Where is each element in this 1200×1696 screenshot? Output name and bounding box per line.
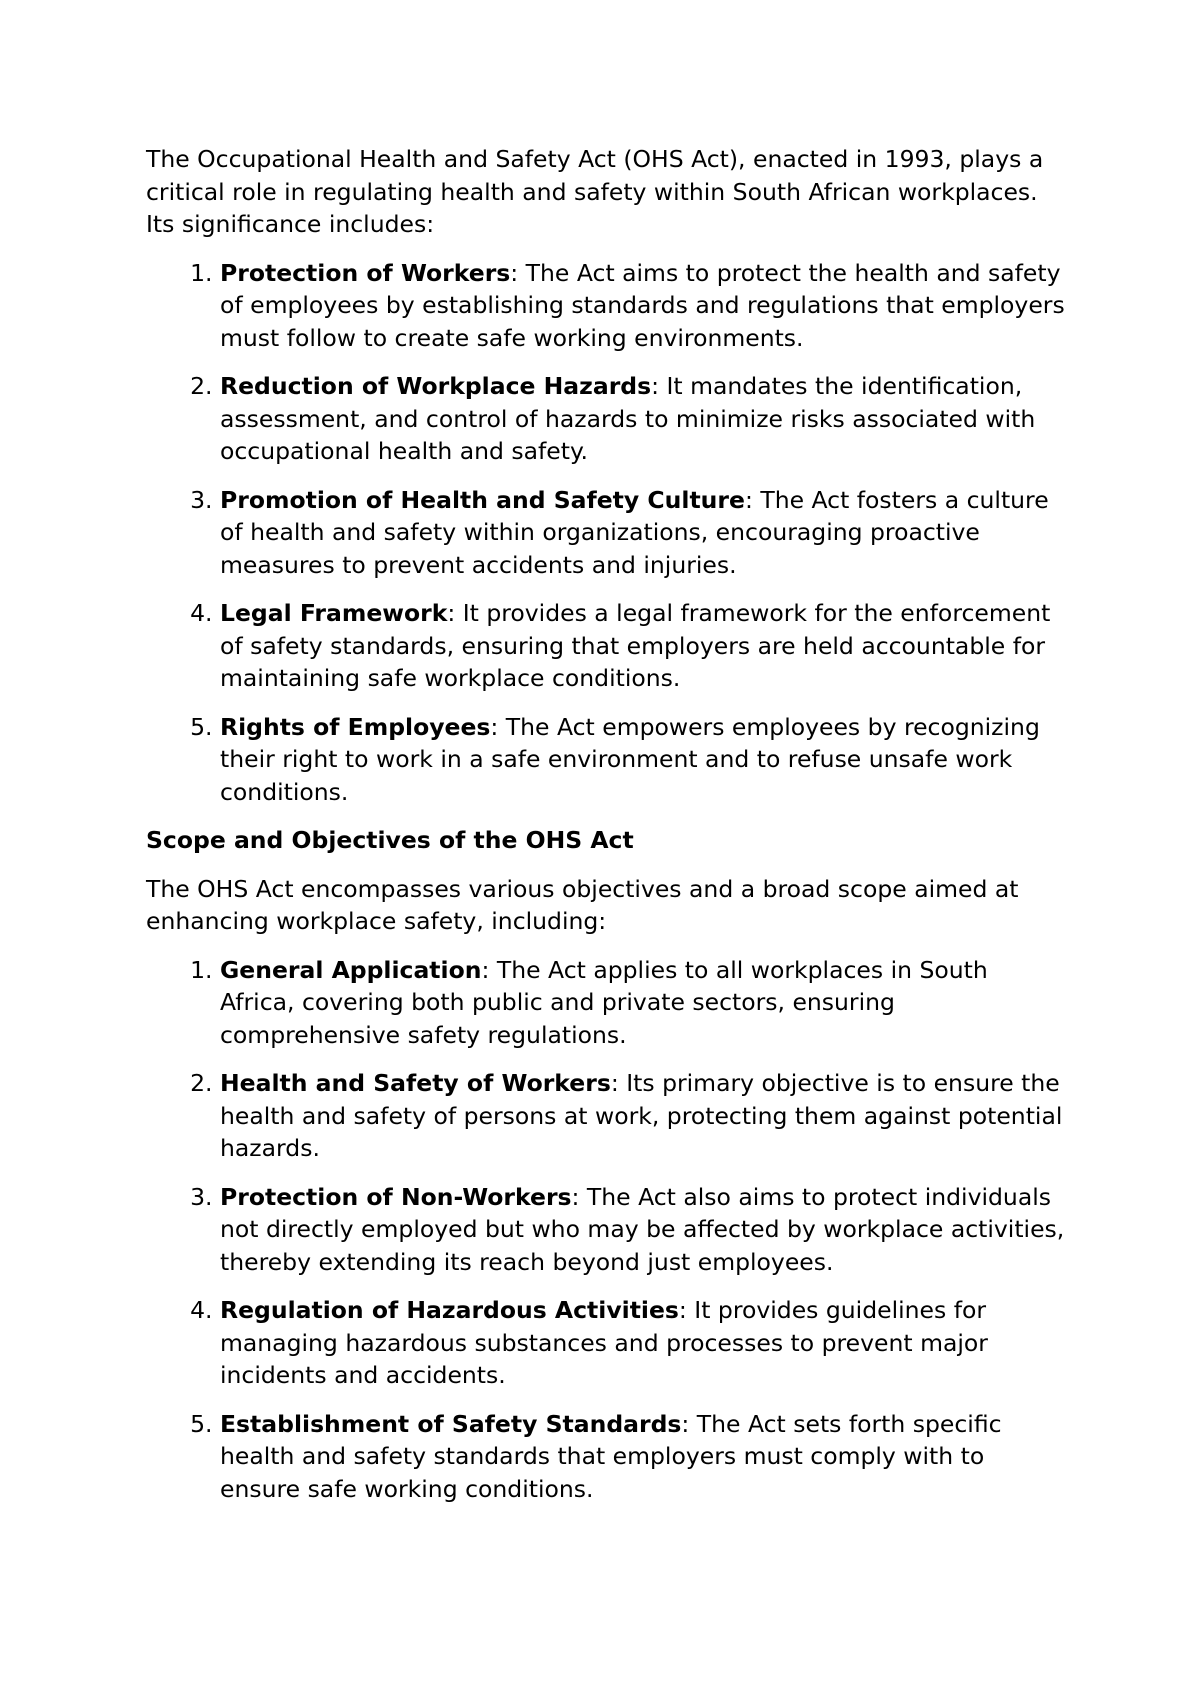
list-item [220, 1067, 1066, 1165]
list-item-term: Establishment of Safety Standards [220, 1409, 682, 1438]
list-item [220, 1408, 1066, 1506]
document-page [146, 143, 1066, 1521]
list-item [220, 484, 1066, 582]
list-item [220, 597, 1066, 695]
list-item-term: General Application [220, 955, 482, 984]
list-item-term: Protection of Non-Workers [220, 1182, 572, 1211]
list-item-text: : The Act empowers employees by recognizing their right to work in a safe environment and to refuse unsafe work conditions. [220, 712, 1040, 806]
section-heading: Scope and Objectives of the OHS Act [146, 826, 634, 854]
list-item-text: : The Act applies to all workplaces in South Africa, covering both public and private sectors, ensuring comprehensive safety regulations. [220, 955, 988, 1049]
list-item [220, 257, 1066, 355]
list-item-text: : It mandates the identification, assessment, and control of hazards to minimize risks associated with occupational health and safety. [220, 372, 1036, 465]
list-item [220, 1294, 1066, 1392]
list-item-term: Promotion of Health and Safety Culture [220, 485, 745, 514]
list-item-term: Health and Safety of Workers [220, 1069, 611, 1097]
list-item-term: Reduction of Workplace Hazards [220, 372, 652, 400]
list-item-term: Regulation of Hazardous Activities [220, 1296, 679, 1324]
list-item [220, 370, 1066, 468]
list-item-text: : The Act sets forth specific health and safety standards that employers must comply with to ensure safe working conditions. [220, 1409, 1002, 1503]
list-item-term: Rights of Employees [220, 712, 491, 741]
objectives-list [146, 954, 1066, 1506]
list-item-term: Protection of Workers [220, 258, 511, 287]
list-item-text: : It provides a legal framework for the enforcement of safety standards, ensuring that employers are held accountable for maintaining safe workplace conditions. [220, 599, 1051, 692]
list-item-text: : Its primary objective is to ensure the health and safety of persons at work, protecting them against potential hazards. [220, 1069, 1063, 1162]
section-intro-paragraph: The OHS Act encompasses various objectives and a broad scope aimed at enhancing workplace safety, including: [146, 874, 1019, 935]
list-item-text: : The Act fosters a culture of health and safety within organizations, encouraging proactive measures to prevent accidents and injuries. [220, 485, 1049, 579]
intro-paragraph: The Occupational Health and Safety Act (OHS Act), enacted in 1993, plays a critical role in regulating health and safety within South African workplaces. Its significance includes: [146, 145, 1044, 238]
list-item-text: : The Act also aims to protect individuals not directly employed but who may be affected by workplace activities, thereby extending its reach beyond just employees. [220, 1182, 1065, 1276]
list-item-text: : The Act aims to protect the health and safety of employees by establishing standards and regulations that employers must follow to create safe working environments. [220, 258, 1065, 352]
list-item [220, 954, 1066, 1052]
significance-list [146, 257, 1066, 809]
list-item-text: : It provides guidelines for managing hazardous substances and processes to prevent major incidents and accidents. [220, 1296, 988, 1389]
list-item [220, 1181, 1066, 1279]
list-item-term: Legal Framework [220, 599, 448, 627]
list-item [220, 711, 1066, 809]
